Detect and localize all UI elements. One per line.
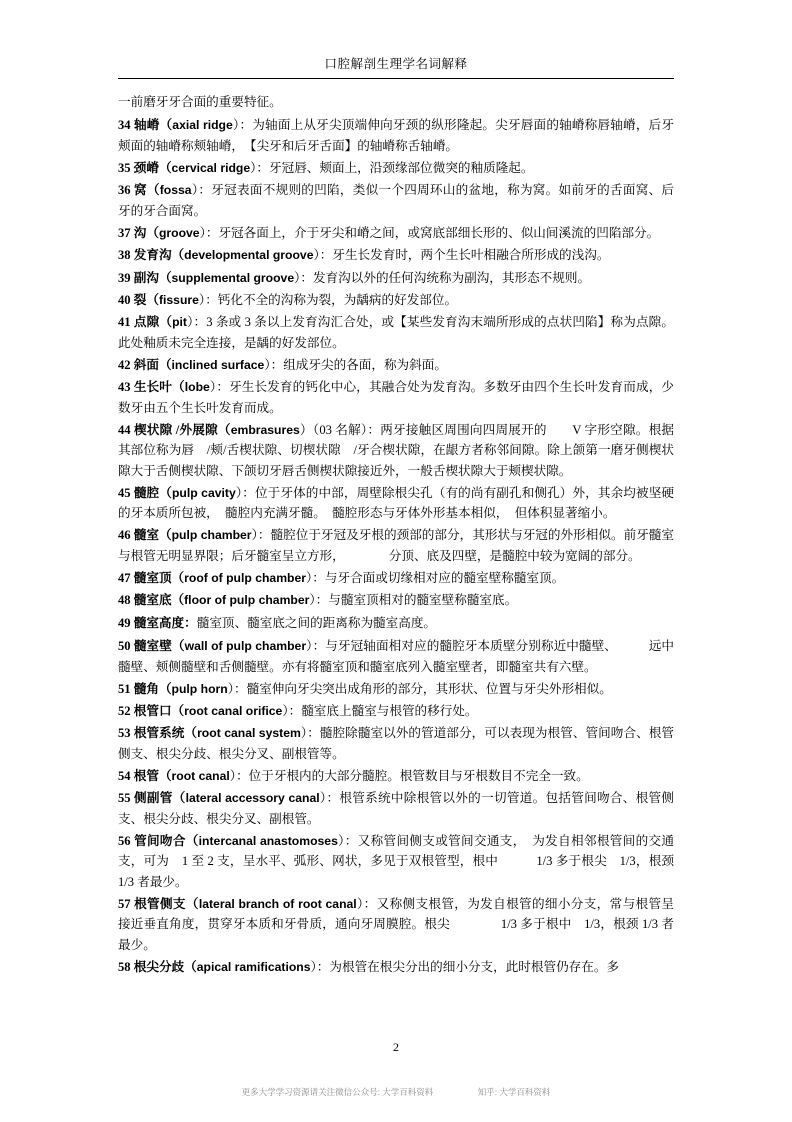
entry-number: 55	[118, 791, 131, 805]
entry-definition: ）：牙生长发育时，两个生长叶相融合所形成的浅沟。	[313, 248, 610, 263]
page-footer	[0, 1086, 792, 1098]
entry-number: 44	[118, 422, 131, 437]
entry-term: 髓室底（	[133, 593, 185, 608]
glossary-entry	[118, 115, 674, 156]
entry-number: 35	[118, 161, 131, 176]
glossary-entry	[118, 355, 674, 376]
entry-term: 根尖分歧（	[133, 959, 197, 974]
glossary-entry	[118, 636, 674, 677]
glossary-entry	[118, 377, 674, 418]
entry-term: 副沟（	[133, 270, 172, 285]
entry-term-english: pit	[172, 315, 187, 330]
glossary-entry	[118, 894, 674, 956]
glossary-entry	[118, 483, 674, 524]
entry-number: 43	[118, 379, 131, 394]
entry-definition: ）：钙化不全的沟称为裂，为龋病的好发部位。	[198, 292, 458, 307]
glossary-entry	[118, 766, 674, 787]
glossary-entry	[118, 158, 674, 179]
footer-right-text: 知乎: 大学百科资料	[477, 1087, 551, 1097]
glossary-entry	[118, 568, 674, 589]
entry-term: 髓室壁（	[133, 638, 185, 653]
glossary-entry	[118, 180, 674, 221]
entry-term-english: fissure	[158, 292, 199, 307]
entry-number: 46	[118, 528, 131, 543]
glossary-entry	[118, 312, 674, 353]
entry-term-english: pulp horn	[171, 681, 228, 696]
entry-definition: ）：髓腔除髓室以外的管道部分，可以表现为根管、管间吻合、根管侧支、根尖分歧、根尖分叉、副根管等。	[118, 726, 675, 761]
entry-term-english: root canal orifice	[184, 703, 283, 718]
entry-number: 54	[118, 768, 131, 783]
entry-definition: ）：为轴面上从牙尖顶端伸向牙颈的纵形隆起。尖牙唇面的轴嵴称唇轴嵴，后牙颊面的轴嵴称颊轴嵴， 【尖牙和后牙舌面】的轴嵴称舌轴嵴。	[118, 118, 674, 154]
entry-definition: ）：组成牙尖的各面，称为斜面。	[264, 357, 447, 372]
entry-term-english: axial ridge	[172, 118, 233, 133]
glossary-entry	[118, 290, 674, 311]
entry-number: 39	[118, 270, 131, 285]
entry-definition: ）：与髓室顶相对的髓室壁称髓室底。	[309, 593, 518, 608]
entry-number: 47	[118, 570, 131, 585]
entry-term-english: intercanal anastomoses	[198, 833, 338, 848]
entry-definition: ）：位于牙体的中部，周壁除根尖孔（有的尚有副孔和侧孔）外，其余均被坚硬的牙本质所包被， 髓腔内充满牙髓。 髓腔形态与牙体外形基本相似， 但体积显著缩小。	[118, 485, 675, 521]
entry-definition: ）：发育沟以外的任何沟统称为副沟，其形态不规则。	[294, 270, 591, 285]
entry-term: 裂（	[133, 292, 159, 307]
entry-definition: ）：位于牙根内的大部分髓腔。根管数目与牙根数目不完全一致。	[229, 768, 589, 783]
entry-definition: ）：髓腔位于牙冠及牙根的颈部的部分，其形状与牙冠的外形相似。前牙髓室与根管无明显界限；后牙髓室呈立方形， 分顶、底及四壁，是髓腔中较为宽阔的部分。	[118, 528, 675, 564]
entry-definition: ）：3 条或 3 条以上发育沟汇合处，或【某些发育沟末端所形成的点状凹陷】称为点隙。此处釉质未完全连接，是龋的好发部位。	[118, 315, 675, 350]
paragraph-text: 一前磨牙牙合面的重要特征。	[118, 95, 282, 109]
entry-definition: ）：为根管在根尖分出的细小分支，此时根管仍存在。多	[310, 959, 620, 974]
entry-number: 52	[118, 703, 131, 718]
entry-term: 髓室（	[133, 528, 172, 543]
entry-number: 57	[118, 896, 131, 911]
entry-definition: ）：髓室底上髓室与根管的移行处。	[282, 703, 478, 718]
entry-term: 生长叶（	[133, 379, 185, 394]
entry-term: 管间吻合（	[134, 833, 199, 848]
entry-definition: ）：又称管间侧支或管间交通支， 为发自相邻根管间的交通支，可为 1 至 2 支，呈水平、弧形、网状，多见于双根管型，根中 1/3 多于根尖 1/3，根颈 1/3 者最少。	[118, 833, 675, 889]
entry-number: 41	[118, 315, 131, 330]
entry-term-english: supplemental groove	[171, 270, 295, 285]
entry-number: 38	[118, 248, 131, 263]
entry-term: 49 髓室高度：	[118, 615, 197, 630]
entry-term-english: wall of pulp chamber	[184, 638, 307, 653]
glossary-entry	[118, 679, 674, 700]
entry-term: 颈嵴（	[133, 161, 172, 176]
entry-definition: ）：牙冠各面上，介于牙尖和嵴之间，或窝底部细长形的、似山间溪流的凹陷部分。	[199, 225, 660, 240]
paragraph	[118, 92, 674, 112]
glossary-entry	[118, 831, 674, 893]
entry-term: 根管（	[133, 768, 172, 783]
entry-definition: ）：髓室伸向牙尖突出成角形的部分，其形状、位置与牙尖外形相似。	[227, 681, 612, 696]
entry-number: 48	[118, 593, 131, 608]
entry-number: 50	[118, 638, 131, 653]
entry-number: 42	[118, 357, 131, 372]
entry-term: 发育沟（	[133, 248, 185, 263]
glossary-entry	[118, 245, 674, 266]
entry-number: 40	[118, 292, 131, 307]
entry-definition: ）：与牙合面或切缘相对应的髓室壁称髓室顶。	[306, 570, 565, 585]
entry-term: 髓室顶（	[133, 570, 185, 585]
entry-definition: ）：牙冠表面不规则的凹陷，类似一个四周环山的盆地，称为窝。如前牙的舌面窝、后牙的牙合面窝。	[118, 183, 675, 219]
entry-term-english: pulp chamber	[171, 528, 252, 543]
entry-definition: ）：又称侧支根管，为发自根管的细小分支，常与根管呈接近垂直角度，贯穿牙本质和牙骨质，通向牙周膜腔。根尖 1/3 多于根中 1/3，根颈 1/3 者最少。	[118, 896, 675, 952]
entry-term: 根管口（	[133, 703, 185, 718]
glossary-entry	[118, 723, 674, 764]
page-number: 2	[393, 1040, 399, 1054]
entry-term-english: lobe	[184, 379, 210, 394]
entry-number: 58	[118, 959, 131, 974]
header-divider	[118, 78, 674, 79]
entry-number: 37	[118, 225, 131, 240]
entry-term: 楔状隙 /外展隙（	[133, 422, 231, 437]
glossary-entry	[118, 590, 674, 611]
glossary-entry	[118, 788, 674, 829]
entry-term: 根管侧支（	[134, 896, 199, 911]
entry-term: 侧副管（	[134, 791, 186, 805]
entry-term-english: cervical ridge	[171, 161, 251, 176]
entry-term-english: lateral accessory canal	[185, 791, 320, 805]
entry-term: 斜面（	[133, 357, 172, 372]
entry-number: 36	[118, 183, 131, 198]
entry-term: 轴嵴（	[133, 118, 173, 133]
entry-term: 沟（	[133, 225, 159, 240]
paragraph-text: 髓室顶、髓室底之间的距离称为髓室高度。	[196, 615, 436, 630]
entry-definition: ）（03 名解）：两牙接触区周围向四周展开的 V 字形空隙。根据其部位称为唇 /颊/舌楔状隙、切楔状隙 /牙合楔状隙，在龈方者称邻间隙。除上颌第一磨牙侧楔状隙大于舌侧楔状隙、下颌切牙唇舌侧楔状隙接近外，一般舌楔状隙大于颊楔状隙。	[118, 422, 674, 478]
entry-definition: ）：与牙冠轴面相对应的髓腔牙本质壁分别称近中髓壁、 远中髓壁、颊侧髓壁和舌侧髓壁。亦有将髓室顶和髓室底列入髓室壁者，即髓室共有六壁。	[118, 638, 675, 674]
entry-definition: ）：根管系统中除根管以外的一切管道。包括管间吻合、根管侧支、根尖分歧、根尖分叉、副根管。	[118, 791, 675, 826]
entry-term: 髓角（	[133, 681, 172, 696]
entry-number: 45	[118, 485, 131, 500]
entry-number: 34	[118, 118, 131, 133]
entry-term-english: embrasures	[230, 422, 300, 437]
entry-number: 53	[118, 726, 131, 741]
entry-term-english: apical ramifications	[196, 959, 311, 974]
entry-term-english: groove	[158, 225, 200, 240]
entry-term-english: root canal	[171, 768, 230, 783]
entry-term-english: lateral branch of root canal	[198, 896, 357, 911]
glossary-entry	[118, 223, 674, 244]
document-body	[118, 92, 674, 979]
entry-definition: ）：牙冠唇、颊面上，沿颈缘部位微突的釉质隆起。	[250, 161, 534, 176]
entry-term-english: pulp cavity	[171, 485, 236, 500]
glossary-entry	[118, 957, 674, 978]
glossary-entry	[118, 268, 674, 289]
entry-term: 窝（	[134, 183, 160, 198]
entry-term-english: root canal system	[197, 726, 301, 741]
entry-term-english: inclined surface	[171, 357, 265, 372]
entry-term: 点隙（	[133, 315, 173, 330]
page-header: 口腔解剖生理学名词解释	[324, 57, 468, 71]
entry-definition: ）：牙生长发育的钙化中心，其融合处为发育沟。多数牙由四个生长叶发育而成，少数牙由五个生长叶发育而成。	[118, 379, 675, 415]
glossary-entry	[118, 420, 674, 482]
entry-number: 56	[118, 833, 131, 848]
entry-number: 51	[118, 681, 131, 696]
glossary-entry	[118, 525, 674, 566]
entry-term-english: floor of pulp chamber	[184, 593, 310, 608]
entry-term: 根管系统（	[133, 726, 198, 741]
entry-term-english: fossa	[159, 183, 192, 198]
entry-term-english: roof of pulp chamber	[184, 570, 306, 585]
entry-term-english: developmental groove	[184, 248, 314, 263]
paragraph	[118, 613, 674, 633]
footer-left-text: 更多大学学习资源请关注微信公众号: 大学百科资料	[241, 1087, 434, 1097]
entry-term: 髓腔（	[133, 485, 172, 500]
glossary-entry	[118, 701, 674, 722]
